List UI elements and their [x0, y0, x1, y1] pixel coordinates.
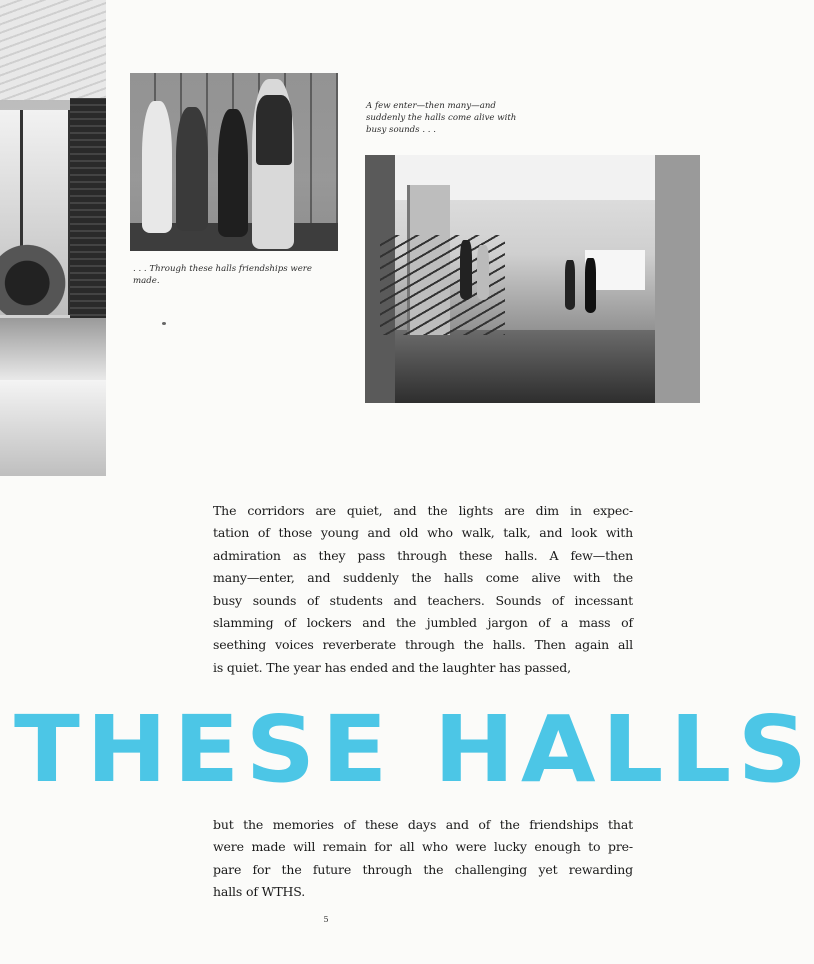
building-interior-photo: [0, 0, 106, 476]
paragraph-line: many—enter, and suddenly the halls come alive with the: [213, 570, 633, 586]
paragraph-line: is quiet. The year has ended and the laughter has passed,: [213, 659, 571, 675]
closing-paragraph: [213, 814, 633, 904]
print-speck: [162, 322, 166, 325]
paragraph-line: admiration as they pass through these halls. A few—then: [213, 547, 633, 563]
paragraph-line: tation of those young and old who walk, talk, and look with: [213, 525, 633, 541]
hallway-staircase-photo: [365, 155, 700, 403]
page-title: THESE HALLS: [14, 696, 814, 803]
hallway-photo-caption: A few enter—then many—and suddenly the halls come alive with busy sounds . . .: [366, 101, 517, 135]
paragraph-line: The corridors are quiet, and the lights are dim in expec-: [213, 503, 633, 518]
paragraph-line: halls of WTHS.: [213, 884, 306, 900]
paragraph-line: busy sounds of students and teachers. Sounds of incessant: [213, 592, 633, 608]
page-number: 5: [323, 915, 329, 924]
paragraph-line: slamming of lockers and the jumbled jargon of a mass of: [213, 615, 633, 631]
paragraph-line: pare for the future through the challenging yet rewarding: [213, 861, 633, 877]
intro-paragraph: [213, 500, 633, 679]
paragraph-line: but the memories of these days and of the friendships that: [213, 817, 633, 832]
paragraph-line: seething voices reverberate through the halls. Then again all: [213, 637, 633, 653]
paragraph-line: were made will remain for all who were lucky enough to pre-: [213, 839, 633, 855]
lockers-photo-caption: . . . Through these halls friendships were made.: [133, 264, 312, 286]
students-at-lockers-photo: [130, 73, 338, 251]
